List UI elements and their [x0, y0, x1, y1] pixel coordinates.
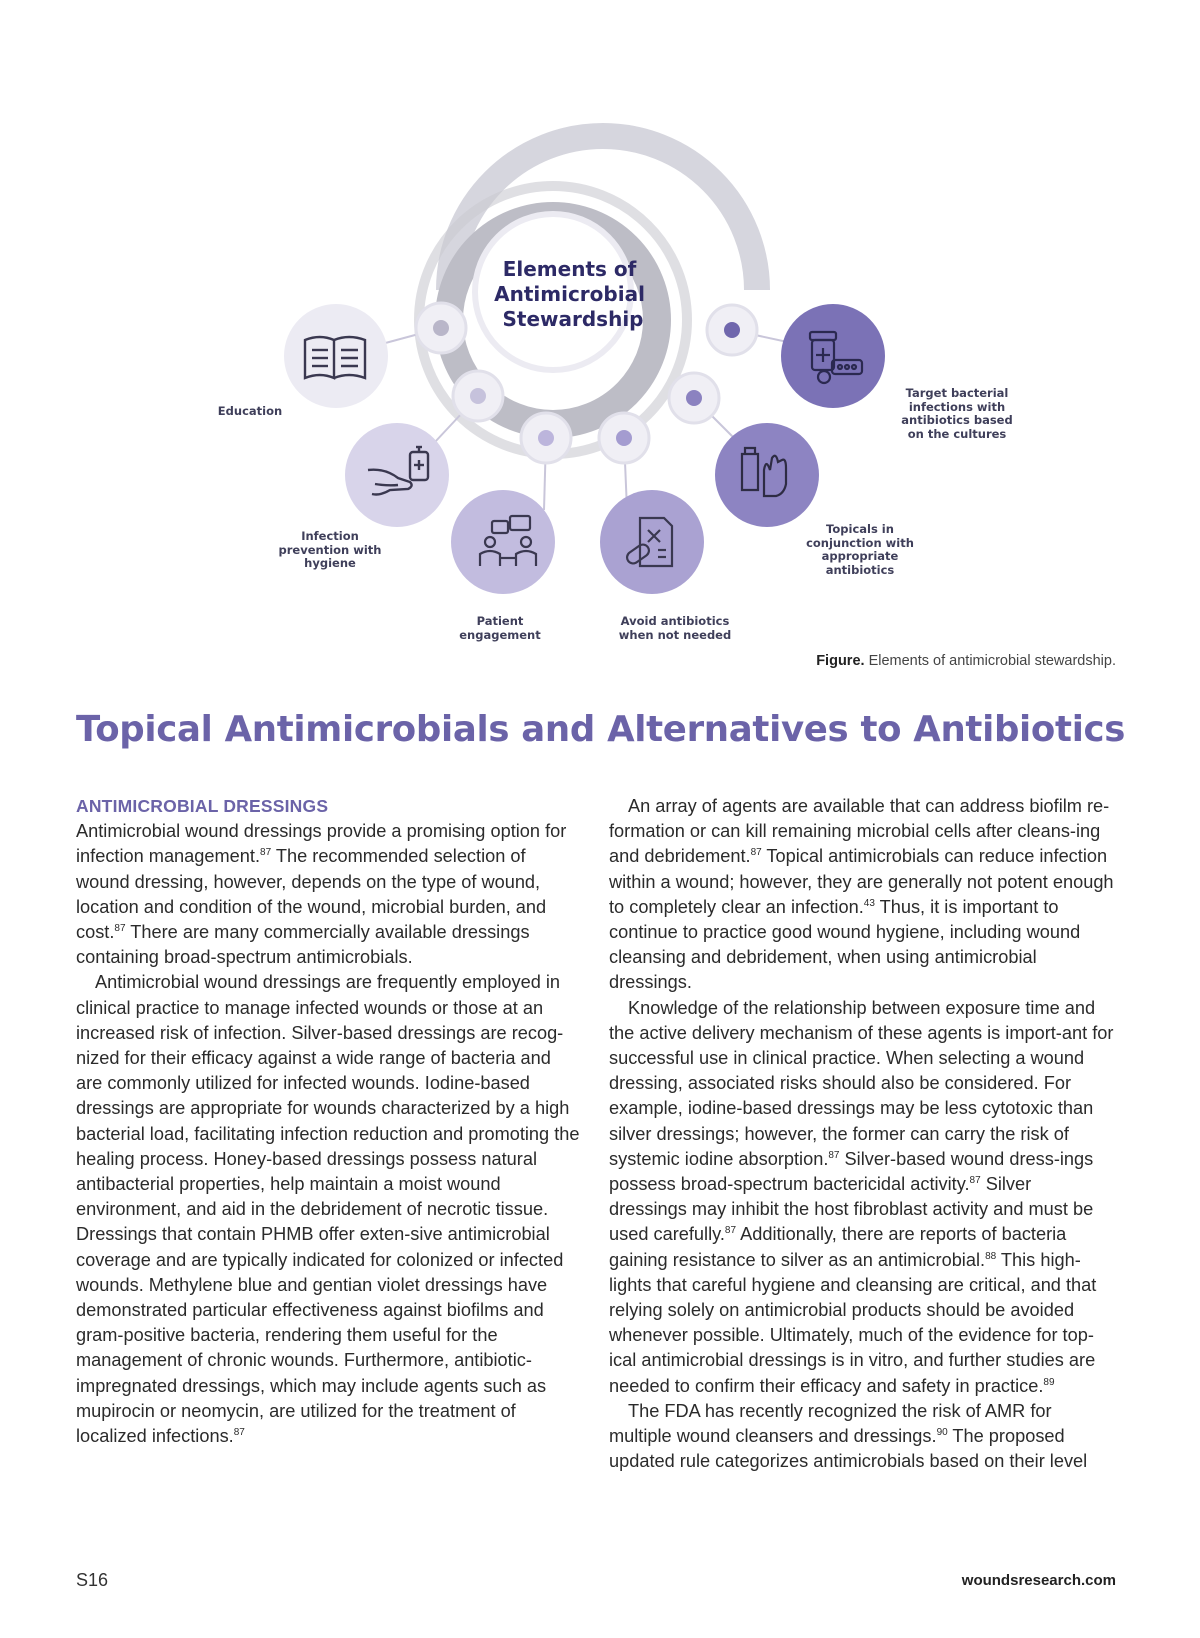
- citation: 88: [985, 1250, 997, 1262]
- stewardship-figure: [0, 0, 1200, 680]
- citation: 43: [863, 897, 875, 909]
- caption-text: Elements of antimicrobial stewardship.: [864, 653, 1116, 669]
- citation: 87: [260, 847, 272, 859]
- center-title-line-2: Antimicrobial: [494, 282, 645, 306]
- citation: 87: [233, 1427, 245, 1439]
- label-avoid-antibiotics: Avoid antibiotics when not needed: [618, 614, 732, 642]
- citation: 87: [724, 1225, 737, 1237]
- right-paragraph-1: An array of agents are available that can address biofilm re-formation or can kill remaining microbial cells after cleans-ing and debridement.$^{87}$ Topical antimicrobials can reduce infection within a wound; however, they are generally not potent enough to completely clear an infection.$^{43}$ Thus, it is important to continue to practice good wound hygiene, including wound cleansing and debridement, when using antimicrobial dressings.: [609, 796, 1114, 993]
- right-paragraph-3: The FDA has recently recognized the risk of AMR for multiple wound cleansers and dressings.$^{90}$ The proposed updated rule categorizes antimicrobials based on their level: [609, 1400, 1088, 1472]
- citation: 87: [114, 923, 126, 935]
- hand-sanitizer-icon: [345, 423, 449, 527]
- right-column: [609, 794, 1114, 1474]
- page-title: Topical Antimicrobials and Alternatives to Antibiotics: [76, 709, 1126, 750]
- education-icon: [284, 304, 388, 408]
- label-topicals: Topicals in conjunction with appropriate antibiotics: [806, 522, 914, 577]
- label-target-bacterial: Target bacterial infections with antibiotics based on the cultures: [901, 386, 1013, 441]
- left-column: [76, 794, 581, 1449]
- left-paragraph-1: Antimicrobial wound dressings provide a promising option for infection management.$^{87}$ The recommended selection of wound dressing, however, depends on the type of wound, location and condition of the wound, microbial burden, and cost.$^{87}$ There are many commercially available dressings containing broad-spectrum antimicrobials.: [76, 821, 567, 968]
- citation: 87: [750, 847, 762, 859]
- target-bacteria-icon: [781, 304, 885, 408]
- left-paragraph-2: Antimicrobial wound dressings are frequently employed in clinical practice to manage infected wounds or those at an increased risk of infection. Silver-based dressings are recog-nized for their efficacy against a wide range of bacteria and are commonly utilized for infected wounds. Iodine-based dressings are appropriate for wounds characterized by a high bacterial load, facilitating infection reduction and promoting the healing process. Honey-based dressings possess natural antibacterial properties, help maintain a moist wound environment, and aid in the debridement of necrotic tissue. Dressings that contain PHMB offer exten-sive antimicrobial coverage and are typically indicated for colonized or infected wounds. Methylene blue and gentian violet dressings have demonstrated particular effectiveness against biofilms and gram-positive bacteria, rendering them useful for the management of chronic wounds. Furthermore, antibiotic-impregnated dressings, which may include agents such as mupirocin or neomycin, are utilized for the treatment of localized infections.$^{87}$: [76, 972, 580, 1447]
- citation: 87: [828, 1149, 840, 1161]
- site-url: woundsresearch.com: [961, 1572, 1116, 1589]
- label-education: Education: [217, 404, 283, 418]
- center-title-line-1: Elements of: [502, 257, 637, 281]
- caption-label: Figure.: [816, 653, 865, 669]
- label-patient-engagement: Patient engagement: [459, 614, 541, 642]
- center-title-line-3: Stewardship: [502, 307, 644, 331]
- section-heading: ANTIMICROBIAL DRESSINGS: [76, 796, 329, 816]
- citation: 89: [1043, 1376, 1055, 1388]
- svg-text:Elements of Antimicrobia: [494, 257, 652, 331]
- citation: 90: [936, 1427, 948, 1439]
- citation: 87: [969, 1175, 981, 1187]
- stewardship-diagram: [0, 0, 1200, 680]
- patient-engagement-icon: [451, 490, 555, 594]
- figure-caption: [816, 653, 1116, 669]
- label-infection-prevention: Infection prevention with hygiene: [278, 529, 382, 570]
- page-number: S16: [76, 1570, 109, 1590]
- right-paragraph-2: Knowledge of the relationship between exposure time and the active delivery mechanism of these agents is import-ant for successful use in clinical practice. When selecting a wound dressing, associated risks should also be considered. For example, iodine-based dressings may be less cytotoxic than silver dressings; however, the former can carry the risk of systemic iodine absorption.$^{87}$ Silver-based wound dress-ings possess broad-spectrum bactericidal activity.$^{87}$ Silver dressings may inhibit the host fibroblast activity and must be used carefully.$^{87}$ Additionally, there are reports of bacteria gaining resistance to silver as an antimicrobial.$^{88}$ This high-lights that careful hygiene and cleansing are critical, and that relying solely on antimicrobial products should be avoided whenever possible. Ultimately, much of the evidence for top-ical antimicrobial dressings is in vitro, and further studies are needed to confirm their efficacy and safety in practice.$^{89}$: [609, 997, 1114, 1396]
- topicals-icon: [715, 423, 819, 527]
- avoid-antibiotics-icon: [600, 490, 704, 594]
